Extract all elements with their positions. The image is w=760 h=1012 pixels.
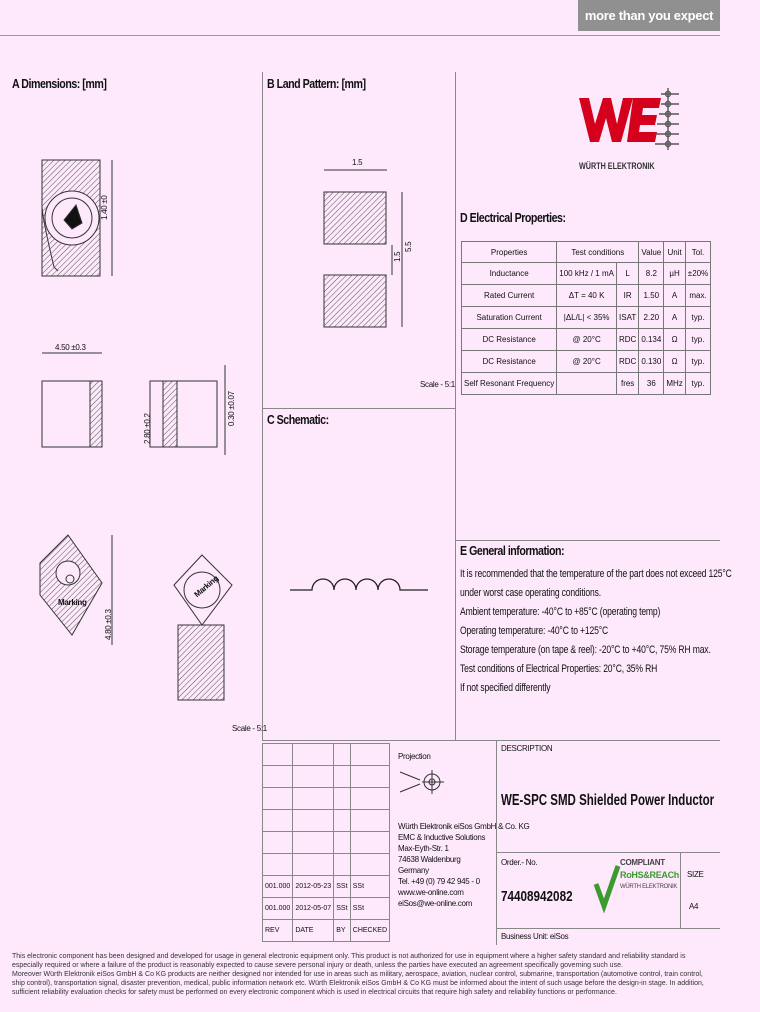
table-cell: ISAT bbox=[616, 307, 638, 329]
description-label: DESCRIPTION bbox=[501, 744, 553, 753]
revision-row bbox=[263, 876, 390, 898]
table-cell: ΔT = 40 K bbox=[557, 285, 617, 307]
table-cell: RDC bbox=[616, 351, 638, 373]
rev-cell: SSt bbox=[350, 876, 389, 898]
table-cell: 2.20 bbox=[639, 307, 664, 329]
table-cell: @ 20°C bbox=[557, 351, 617, 373]
table-row bbox=[462, 307, 711, 329]
rohs-badge bbox=[594, 856, 679, 916]
rev-header: BY bbox=[334, 920, 351, 942]
land-dim-mid: 1.5 bbox=[393, 251, 402, 262]
rev-header: CHECKED bbox=[350, 920, 389, 942]
table-row bbox=[462, 373, 711, 395]
scale-b-label: Scale - 5:1 bbox=[420, 380, 455, 389]
inductor-schematic-icon bbox=[290, 560, 430, 600]
table-cell: DC Resistance bbox=[462, 329, 557, 351]
title-block-divider bbox=[496, 740, 497, 945]
rohs-text: RoHS&REACh bbox=[620, 870, 679, 880]
table-cell: A bbox=[664, 307, 685, 329]
address-line: Tel. +49 (0) 79 42 945 - 0 bbox=[398, 877, 480, 886]
address-line: eiSos@we-online.com bbox=[398, 899, 473, 908]
dim-450-label: 4.50 ±0.3 bbox=[55, 343, 86, 352]
order-code: 74408942082 bbox=[501, 888, 573, 905]
section-d-title: D Electrical Properties: bbox=[460, 210, 566, 225]
section-c-title: C Schematic: bbox=[267, 412, 329, 427]
rev-cell: 2012-05-07 bbox=[293, 898, 334, 920]
table-cell: ±20% bbox=[685, 263, 710, 285]
land-dim-right: 5.5 bbox=[404, 241, 413, 252]
general-info-line: If not specified differently bbox=[460, 682, 551, 694]
title-block-hline bbox=[496, 928, 720, 929]
table-cell: IR bbox=[616, 285, 638, 307]
section-e-title: E General information: bbox=[460, 543, 565, 558]
rohs-we-text: WÜRTH ELEKTRONIK bbox=[620, 884, 678, 890]
dim-140-label: 1.40 ±0 bbox=[100, 195, 109, 220]
section-b-title: B Land Pattern: [mm] bbox=[267, 76, 366, 91]
rev-cell: SSt bbox=[334, 898, 351, 920]
table-header: Tol. bbox=[685, 242, 710, 263]
rev-cell: SSt bbox=[334, 876, 351, 898]
scale-a-label: Scale - 5:1 bbox=[232, 724, 267, 733]
marking-label-2: Marking bbox=[192, 573, 221, 600]
address-line: 74638 Waldenburg bbox=[398, 855, 461, 864]
table-cell: 8.2 bbox=[639, 263, 664, 285]
rev-cell: 001.000 bbox=[263, 898, 293, 920]
checkmark-leaf-icon bbox=[594, 862, 620, 912]
table-cell: |ΔL/L| < 35% bbox=[557, 307, 617, 329]
size-label: SIZE bbox=[687, 870, 704, 879]
business-unit: Business Unit: eiSos bbox=[501, 932, 569, 941]
general-info-line: Storage temperature (on tape & reel): -20°C to +40°C, 75% RH max. bbox=[460, 644, 711, 656]
general-info-list bbox=[460, 568, 760, 701]
dimensions-drawing bbox=[0, 95, 260, 735]
table-header: Value bbox=[639, 242, 664, 263]
table-cell: @ 20°C bbox=[557, 329, 617, 351]
table-cell: Saturation Current bbox=[462, 307, 557, 329]
footer-disclaimer bbox=[12, 952, 712, 996]
table-cell: fres bbox=[616, 373, 638, 395]
address-line: www.we-online.com bbox=[398, 888, 464, 897]
slogan-banner: more than you expect bbox=[578, 0, 720, 31]
table-row bbox=[462, 263, 711, 285]
address-line: Germany bbox=[398, 866, 429, 875]
dim-480-label: 4.80 ±0.3 bbox=[104, 609, 113, 640]
table-row bbox=[462, 329, 711, 351]
projection-symbol-icon bbox=[398, 764, 448, 800]
header-divider bbox=[0, 35, 720, 36]
table-cell: Inductance bbox=[462, 263, 557, 285]
table-cell: MHz bbox=[664, 373, 685, 395]
table-cell: Rated Current bbox=[462, 285, 557, 307]
table-cell: RDC bbox=[616, 329, 638, 351]
table-cell: typ. bbox=[685, 373, 710, 395]
divider-title-block bbox=[262, 740, 720, 741]
address-line: Würth Elektronik eiSos GmbH & Co. KG bbox=[398, 822, 530, 831]
land-pattern-drawing bbox=[262, 150, 455, 390]
table-cell: 0.130 bbox=[639, 351, 664, 373]
table-cell: Ω bbox=[664, 351, 685, 373]
dim-030-label: 0.30 ±0.07 bbox=[227, 391, 236, 426]
table-cell: 100 kHz / 1 mA bbox=[557, 263, 617, 285]
table-row bbox=[462, 285, 711, 307]
general-info-line: under worst case operating conditions. bbox=[460, 587, 601, 599]
table-cell: L bbox=[616, 263, 638, 285]
general-info-line: It is recommended that the temperature of the part does not exceed 125°C bbox=[460, 568, 732, 580]
address-line: Max-Eyth-Str. 1 bbox=[398, 844, 449, 853]
table-header: Unit bbox=[664, 242, 685, 263]
title-block-hline bbox=[496, 852, 720, 853]
order-code-label: Order.- No. bbox=[501, 858, 538, 867]
we-logo-icon bbox=[575, 80, 685, 156]
footer-text: This electronic component has been designed and developed for usage in general electronic equipment only. This product is not authorized for use in equipment where a higher safety standard and reliability standard is especially required or where a failure of the product is reasonably expected to cause severe personal injury or death, unless the parties have executed an agreement specifically governing such use. bbox=[12, 953, 686, 969]
general-info-line: Test conditions of Electrical Properties: 20°C, 35% RH bbox=[460, 663, 658, 675]
table-cell: Self Resonant Frequency bbox=[462, 373, 557, 395]
table-header: Test conditions bbox=[557, 242, 639, 263]
table-cell: typ. bbox=[685, 307, 710, 329]
electrical-properties-table bbox=[461, 241, 711, 395]
revision-header-row bbox=[263, 920, 390, 942]
size-value: A4 bbox=[689, 902, 699, 911]
table-cell: A bbox=[664, 285, 685, 307]
table-cell bbox=[557, 373, 617, 395]
wurth-logo bbox=[575, 80, 685, 170]
table-cell: 1.50 bbox=[639, 285, 664, 307]
compliant-text: COMPLIANT bbox=[620, 858, 665, 867]
table-cell: 36 bbox=[639, 373, 664, 395]
table-header-row bbox=[462, 242, 711, 263]
table-cell: max. bbox=[685, 285, 710, 307]
divider-b-d bbox=[455, 72, 456, 740]
table-row bbox=[462, 351, 711, 373]
projection-label: Projection bbox=[398, 752, 431, 761]
divider-d-e bbox=[455, 540, 720, 541]
rev-cell: SSt bbox=[350, 898, 389, 920]
table-cell: typ. bbox=[685, 329, 710, 351]
table-cell: Ω bbox=[664, 329, 685, 351]
revision-row bbox=[263, 898, 390, 920]
land-dim-top: 1.5 bbox=[352, 158, 363, 167]
rev-header: REV bbox=[263, 920, 293, 942]
table-cell: 0.134 bbox=[639, 329, 664, 351]
section-a-title: A Dimensions: [mm] bbox=[12, 76, 107, 91]
rev-header: DATE bbox=[293, 920, 334, 942]
table-cell: µH bbox=[664, 263, 685, 285]
dim-280-label: 2.80 ±0.2 bbox=[143, 413, 152, 444]
title-block-size-divider bbox=[680, 852, 681, 928]
marking-label-1: Marking bbox=[58, 598, 87, 607]
table-header: Properties bbox=[462, 242, 557, 263]
logo-brand-text: WÜRTH ELEKTRONIK bbox=[579, 161, 655, 171]
table-cell: DC Resistance bbox=[462, 351, 557, 373]
divider-b-c bbox=[262, 408, 455, 409]
general-info-line: Ambient temperature: -40°C to +85°C (operating temp) bbox=[460, 606, 661, 618]
rev-cell: 001.000 bbox=[263, 876, 293, 898]
revision-table bbox=[262, 743, 390, 942]
rev-cell: 2012-05-23 bbox=[293, 876, 334, 898]
table-cell: typ. bbox=[685, 351, 710, 373]
product-description: WE-SPC SMD Shielded Power Inductor bbox=[501, 792, 715, 809]
general-info-line: Operating temperature: -40°C to +125°C bbox=[460, 625, 609, 637]
footer-text: Moreover Würth Elektronik eiSos GmbH & Co KG products are neither designed nor intended for use in areas such as military, aerospace, aviation, nuclear control, submarine, transportation (automotive control, train control, ship control), transportation signal, disaster prevention, medical, public information network etc. Würth Elektronik eiSos GmbH & Co KG must be informed about the intent of such usage before the design-in stage. In addition, sufficient reliability evaluation checks for safety must be performed on every electronic component which is used in electrical circuits that require high safety and reliability functions or performance. bbox=[12, 971, 704, 996]
address-line: EMC & Inductive Solutions bbox=[398, 833, 486, 842]
